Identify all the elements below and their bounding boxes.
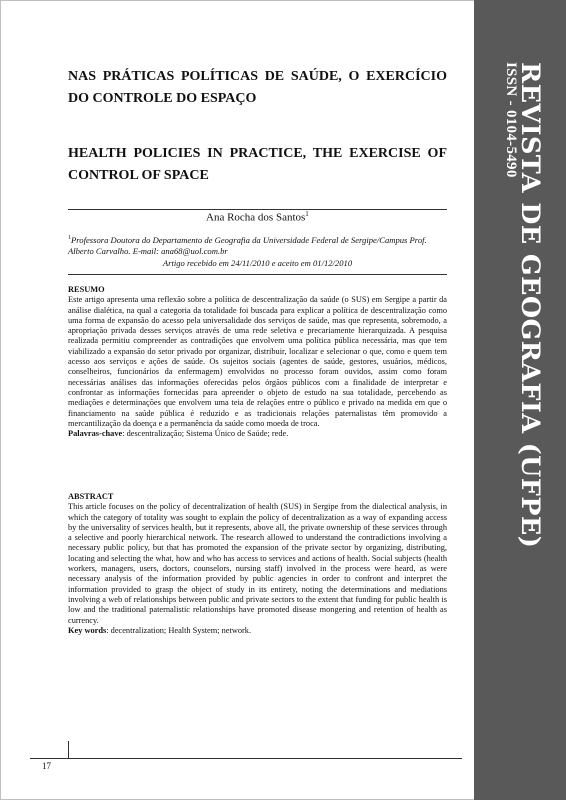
resumo-keywords-text: : descentralização; Sistema Único de Saúde; rede. [122,429,289,439]
abstract-body: This article focuses on the policy of decentralization of health (SUS) in Sergipe from the dialectical analysis, in which the category of totality was sought to explain the policy of decentralization as a way of expanding access by the universality of services health, but it represents, above all, the private ownership of these services through a selective and poorly hierarchical network. The research allowed to understand the contradictions involving a necessary public policy, but that has promoted the expansion of the private sector by organizing, distributing, locating and selecting the what, how and who has access to services and actions of health. Social subjects (health workers, managers, users, doctors, counselors, nursing staff) involved in the process were heard, as were necessary analysis of the information provided by public agencies in order to confront and interpret the information provided to grasp the object of study in its entirety, noting the determinations and mediations involving a web of relationships between public and private sectors to the extent that funding for public health is low and the traditional paternalistic relationships have promoted disease mongering and retention of health as currency. [68,502,447,625]
resumo-keywords-label: Palavras-chave [68,429,123,439]
resumo-keywords [68,429,447,439]
footer-tick [68,741,69,758]
journal-name: REVISTA DE GEOGRAFIA (UFPE) [515,62,545,549]
article-dates: Artigo recebido em 24/11/2010 e aceito em 01/12/2010 [162,257,353,268]
resumo-heading: RESUMO [68,285,105,294]
affiliation-text: Professora Doutora do Departamento de Geografia da Universidade Federal de Sergipe/Campus Prof. Alberto Carvalho. E-mail: ana68@uol.com.br [68,234,427,257]
title-english: HEALTH POLICIES IN PRACTICE, THE EXERCISE OF CONTROL OF SPACE [68,146,447,183]
affiliation-mark: 1 [68,235,71,241]
author-name-wrap [206,210,309,224]
abstract-heading: ABSTRACT [68,492,114,501]
abstract-keywords [68,626,447,636]
section-divider [68,274,447,275]
author-footnote-mark: 1 [305,210,309,218]
abstract-section [68,492,447,636]
title-portuguese: NAS PRÁTICAS POLÍTICAS DE SAÚDE, O EXERCÍCIO DO CONTROLE DO ESPAÇO [68,69,447,106]
journal-issn: ISSN - 0104-5490 [503,62,519,178]
author-name: Ana Rocha dos Santos [206,211,306,224]
abstract-keywords-text: : decentralization; Health System; network. [106,625,252,635]
abstract-keywords-label: Key words [68,625,107,635]
page-number: 17 [42,761,51,771]
author-affiliation [68,233,447,269]
resumo-body: Este artigo apresenta uma reflexão sobre a política de descentralização da saúde (o SUS) em Sergipe a partir da análise dialética, na qual a categoria da totalidade foi buscada para explicar a política de descentralização como uma forma de expansão do acesso pela universalidade dos serviços de saúde, mas que representa, sobremodo, a apropriação privada desses serviços através de uma rede seletiva e precariamente hierarquizada. A pesquisa realizada permitiu compreender as contradições que envolvem uma política pública necessária, mas que tem viabilizado a expansão do setor privado por organizar, distribuir, localizar e selecionar o que, como e quem tem acesso aos serviços e ações de saúde. Os sujeitos sociais (agentes de saúde, gestores, usuários, médicos, conselheiros, funcionários da enfermagem) envolvidos no processo foram ouvidos, assim como foram necessárias análises das informações oferecidas pelos órgãos públicos com a finalidade de interpretar e confrontar as informações fornecidas para apreender o objeto de estudo na sua totalidade, percebendo as mediações e determinações que envolvem uma teia de relações entre o público e privado na medida em que o financiamento na saúde pública é reduzido e as tradicionais relações paternalistas têm promovido a mercantilização da doença e a permanência da saúde como moeda de troca. [68,295,447,428]
resumo-section [68,285,447,439]
footer-divider [30,758,462,759]
